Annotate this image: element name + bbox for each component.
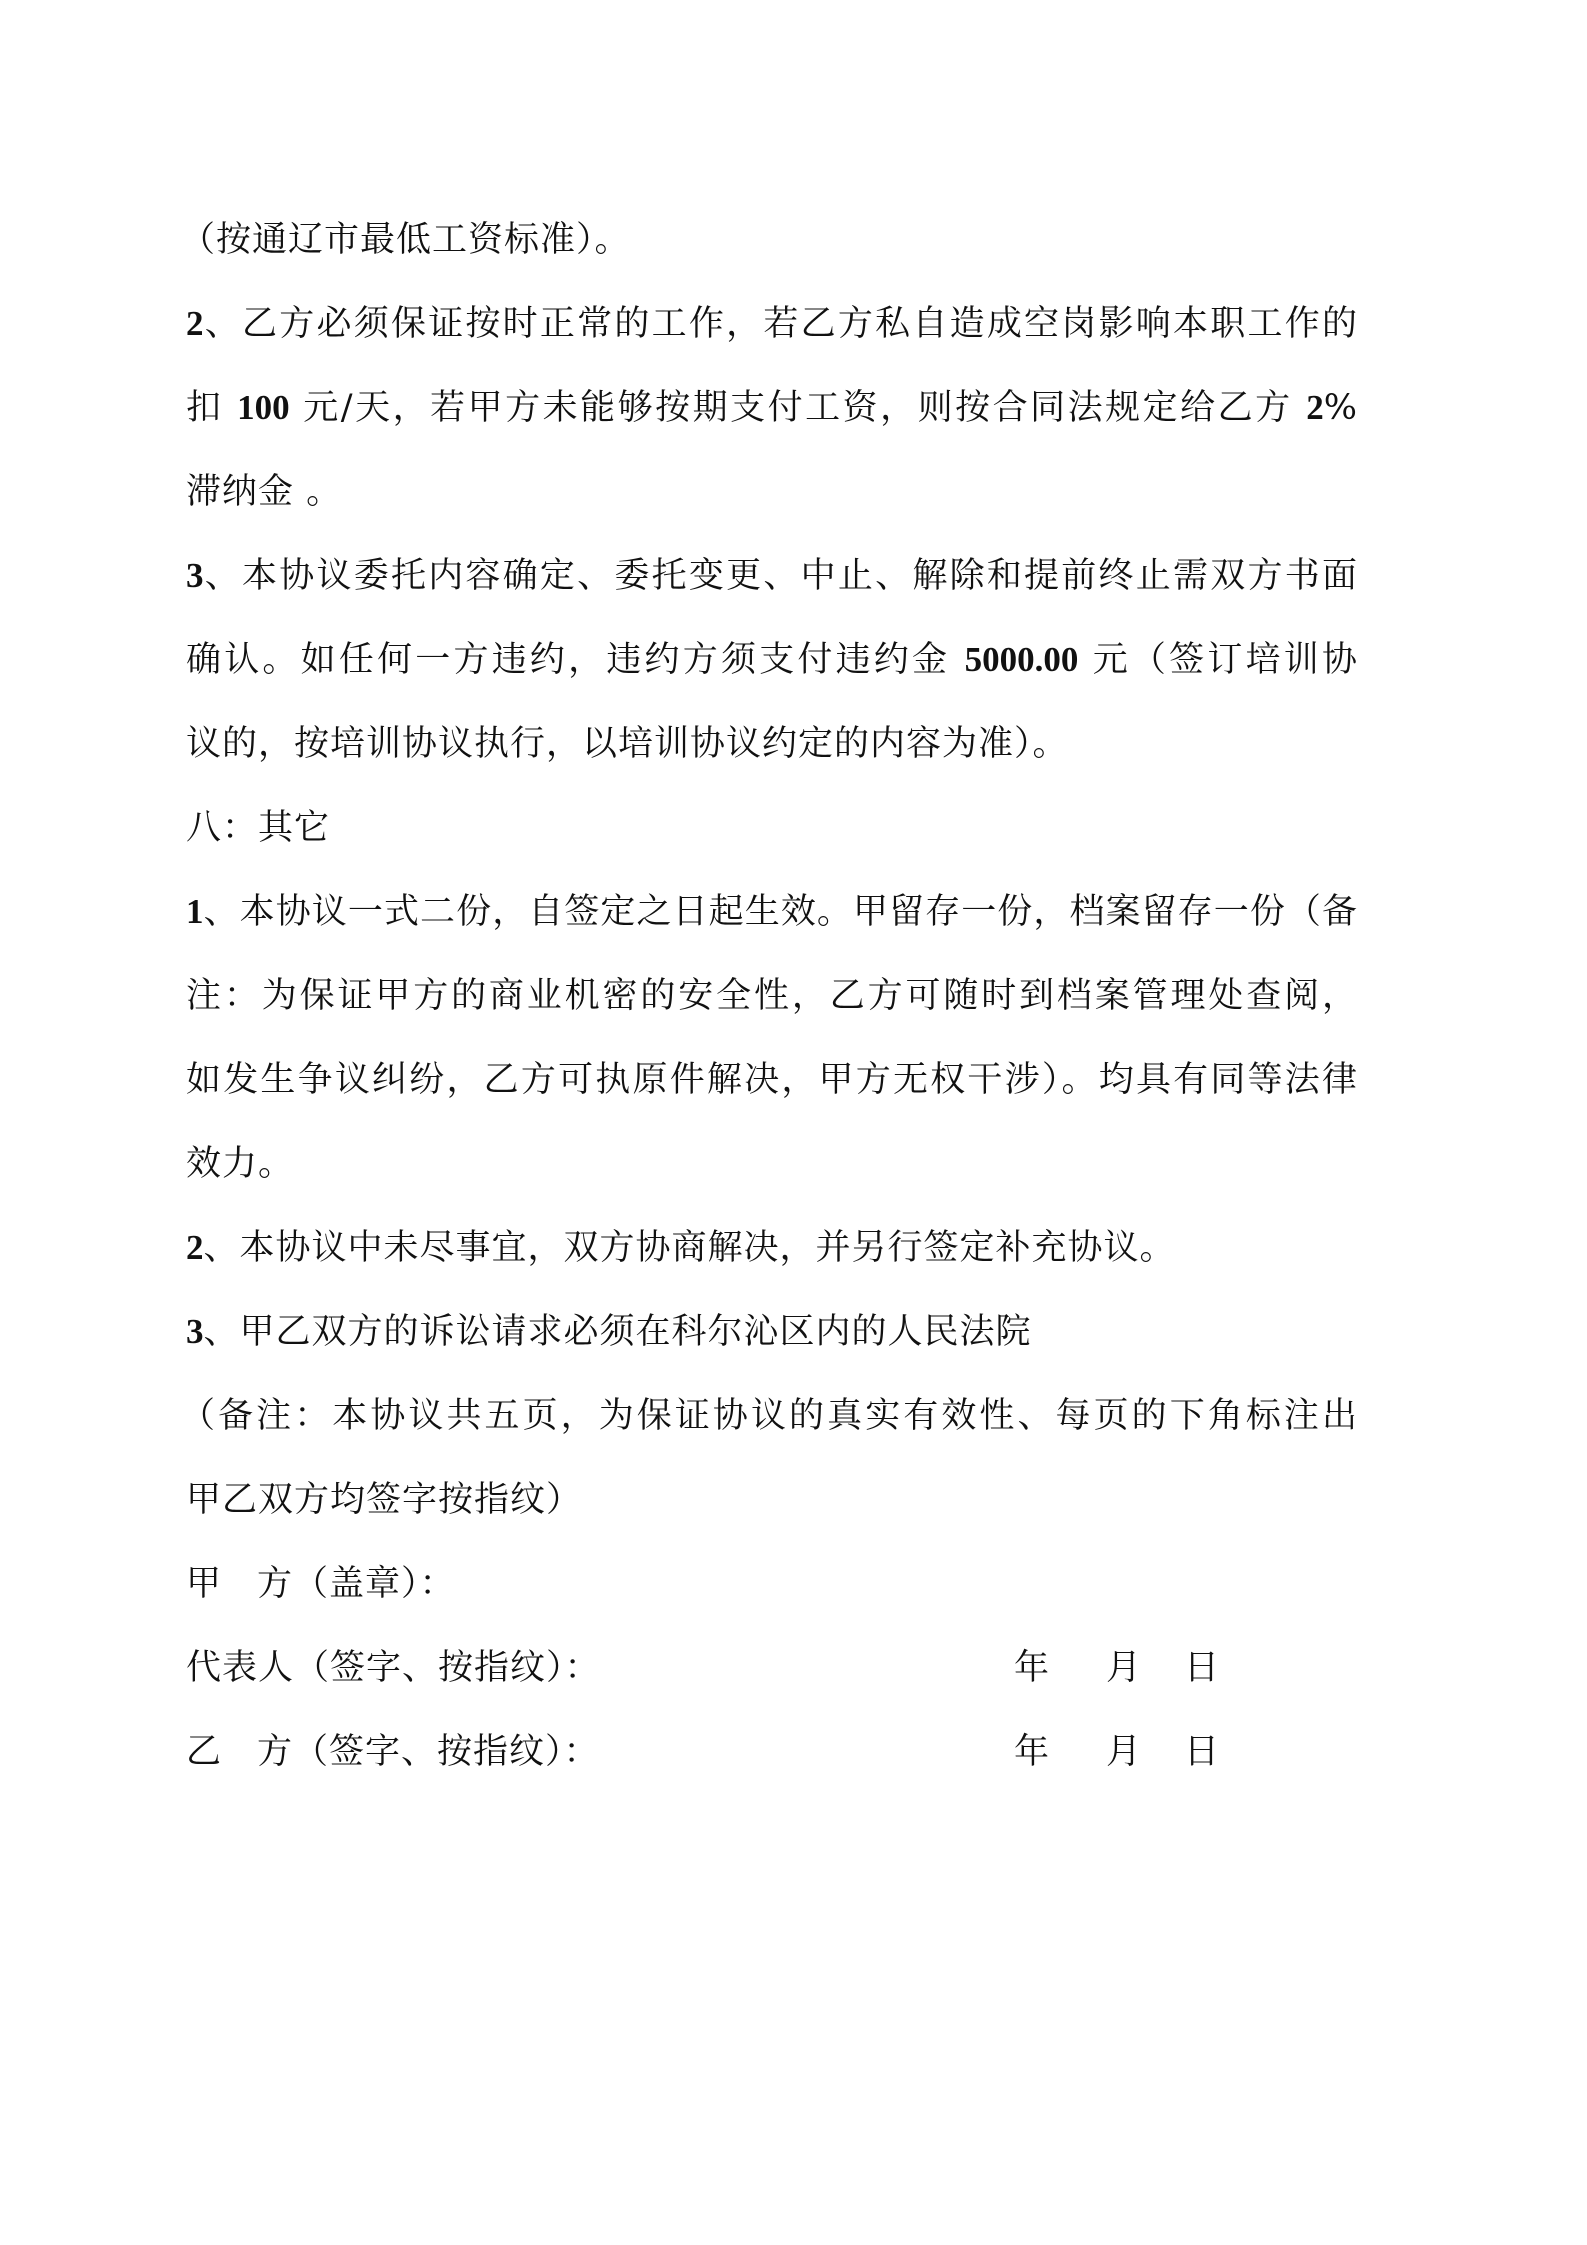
clause-7-3-line-2 [186, 618, 1358, 702]
text-line: 、甲乙双方的诉讼请求必须在科尔沁区内的人民法院 [203, 1312, 1032, 1352]
document-body [180, 198, 1358, 1794]
text-line: 、本协议一式二份，自签定之日起生效。甲留存一份，档案留存一份（备 [203, 892, 1358, 932]
text-line: 如发生争议纠纷，乙方可执原件解决，甲方无权干涉）。均具有同等法律 [186, 1060, 1358, 1100]
text-line: 甲乙双方均签字按指纹） [186, 1480, 583, 1520]
text-line: 元（签订培训协 [1078, 640, 1358, 680]
date-year-label: 年 [1014, 1648, 1051, 1688]
clause-number: 3 [186, 556, 204, 595]
clause-number: 1 [186, 892, 204, 931]
date-year-label: 年 [1014, 1732, 1051, 1772]
clause-7-3-line-3 [186, 702, 1358, 786]
party-b-signature-line [186, 1710, 1358, 1794]
text-line: 扣 [186, 388, 238, 428]
section-title: 八：其它 [186, 808, 331, 848]
clause-7-2-line-3 [186, 450, 1358, 534]
party-a-seal-label: （盖章）： [293, 1564, 456, 1604]
text-line: 确认。如任何一方违约，违约方须支付违约金 [186, 640, 965, 680]
party-b-label: 乙 方 [186, 1732, 293, 1772]
text-line: 滞纳金 。 [186, 472, 343, 512]
section-heading-other [186, 786, 1358, 870]
text-line: 效力。 [186, 1144, 295, 1184]
clause-8-1-line-3 [186, 1038, 1358, 1122]
date-day-label: 日 [1184, 1648, 1221, 1688]
text-line: 注：为保证甲方的商业机密的安全性，乙方可随时到档案管理处查阅， [186, 976, 1358, 1016]
clause-number: 2 [186, 1228, 204, 1267]
text-line: 元/天，若甲方未能够按期支付工资，则按合同法规定给乙方 [289, 388, 1307, 428]
clause-8-1-line-2 [186, 954, 1358, 1038]
clause-8-1-line-1 [186, 870, 1358, 954]
party-a-signature-line [186, 1542, 1358, 1626]
party-b-date [1014, 1710, 1224, 1794]
late-fee-rate: 2 [1306, 388, 1324, 427]
text-line: （备注：本协议共五页，为保证协议的真实有效性、每页的下角标注出 [180, 1396, 1358, 1436]
clause-8-1-line-4 [186, 1122, 1358, 1206]
text-line: 、本协议中未尽事宜，双方协商解决，并另行签定补充协议。 [203, 1228, 1176, 1268]
clause-8-3 [186, 1290, 1358, 1374]
representative-date [1014, 1626, 1224, 1710]
deduction-amount: 100 [237, 388, 290, 427]
party-a-label: 甲 方 [186, 1564, 293, 1604]
text-line: 、乙方必须保证按时正常的工作，若乙方私自造成空岗影响本职工作的 [203, 304, 1358, 344]
party-b-sign-label: （签字、按指纹）： [293, 1732, 600, 1772]
clause-7-2-line-1 [186, 282, 1358, 366]
clause-7-2-line-2 [186, 366, 1358, 450]
text-line: 议的，按培训协议执行，以培训协议约定的内容为准）。 [186, 724, 1069, 764]
penalty-amount: 5000.00 [964, 640, 1079, 679]
text-line: （按通辽市最低工资标准）。 [180, 220, 631, 260]
paragraph-wage-standard [180, 198, 1358, 282]
date-day-label: 日 [1184, 1732, 1221, 1772]
note-line-1 [180, 1374, 1358, 1458]
date-month-label: 月 [1106, 1648, 1143, 1688]
percent-sign: % [1323, 388, 1358, 428]
representative-label: 代表人（签字、按指纹）： [186, 1648, 601, 1688]
clause-number: 3 [186, 1312, 204, 1351]
date-month-label: 月 [1106, 1732, 1143, 1772]
note-line-2 [186, 1458, 1358, 1542]
representative-signature-line [186, 1626, 1358, 1710]
clause-8-2 [186, 1206, 1358, 1290]
clause-number: 2 [186, 304, 204, 343]
text-line: 、本协议委托内容确定、委托变更、中止、解除和提前终止需双方书面 [203, 556, 1358, 596]
clause-7-3-line-1 [186, 534, 1358, 618]
